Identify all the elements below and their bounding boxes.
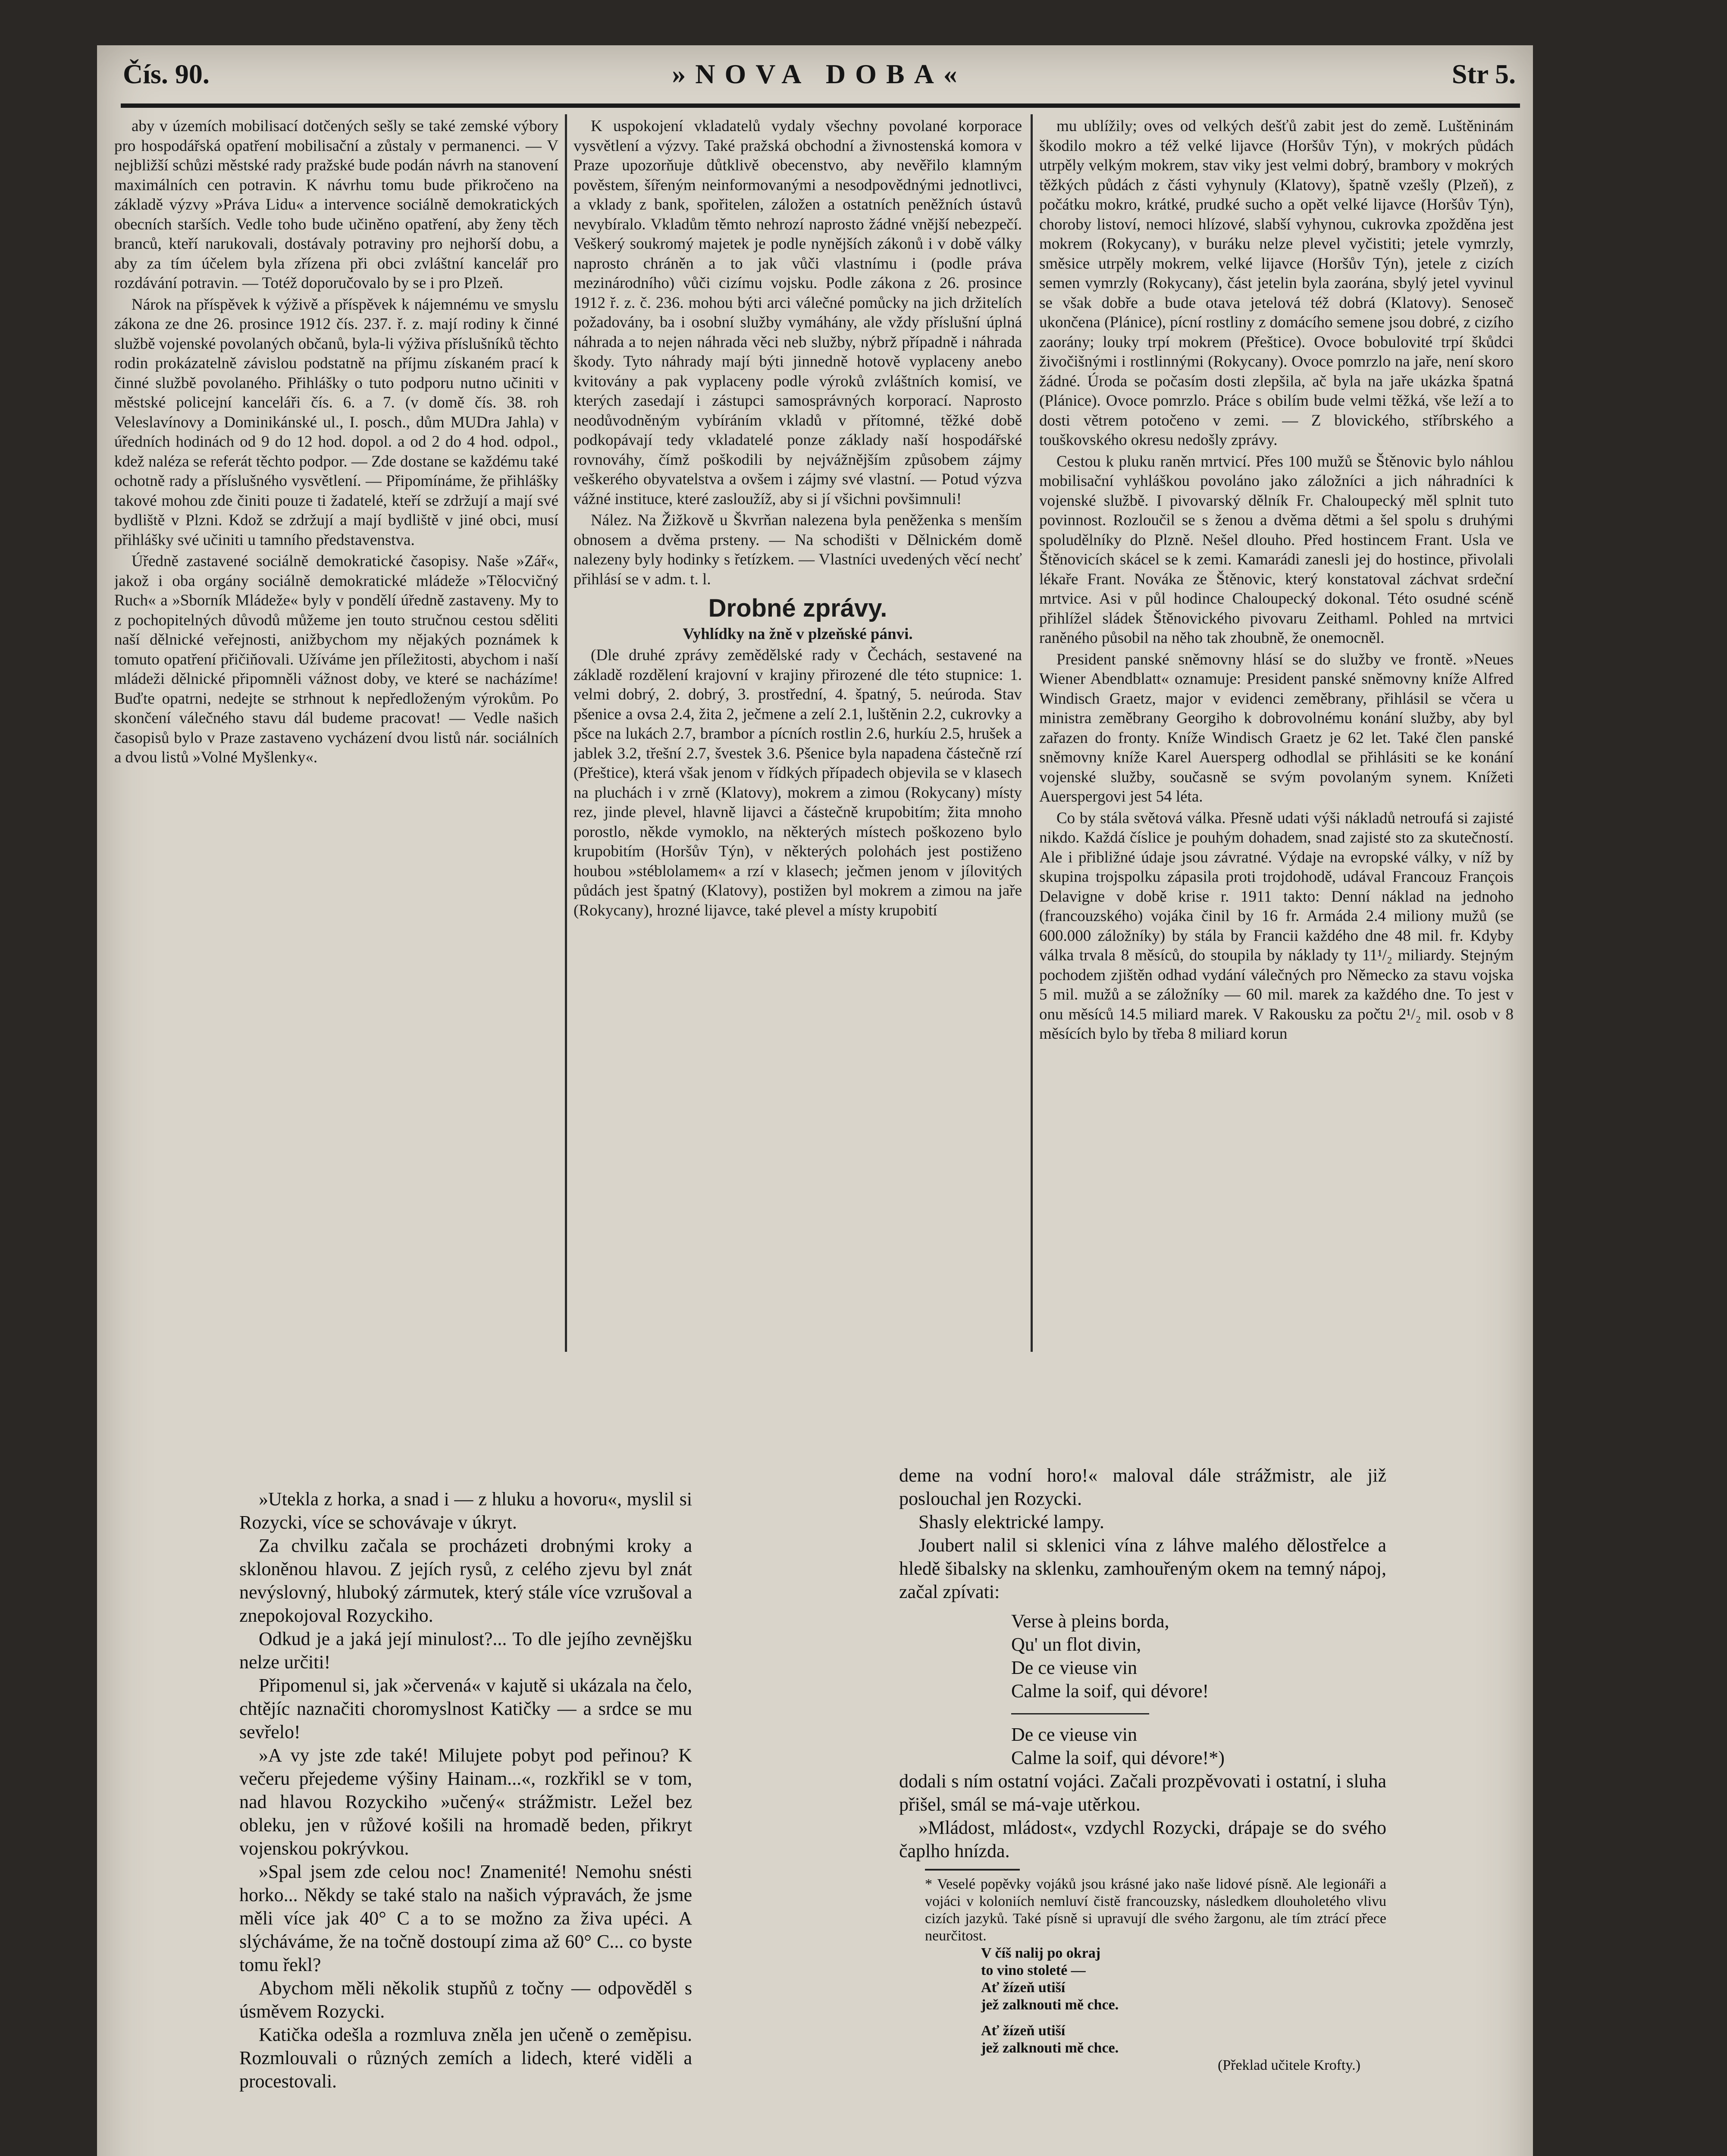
- story-paragraph: dodali s ním ostatní vojáci. Začali prozpěvovati i ostatní, i sluha přišel, smál se má-vaje utěrkou.: [899, 1771, 1386, 1815]
- footnote-rule: [925, 1869, 1020, 1871]
- verse-line: De ce vieuse vin: [1011, 1724, 1137, 1745]
- story-paragraph: »Utekla z horka, a snad i — z hluku a hovoru«, myslil si Rozycki, více se schovávaje v úkryt.: [239, 1489, 692, 1533]
- article-headline: Vyhlídky na žně v plzeňské pánvi.: [683, 625, 913, 643]
- story-paragraph: deme na vodní horo!« maloval dále strážmistr, ale již poslouchal jen Rozycki.: [899, 1465, 1386, 1509]
- verse-line: Qu' un flot divin,: [1011, 1634, 1141, 1655]
- verse-line: Verse à pleins borda,: [1011, 1611, 1169, 1632]
- story-paragraph: Katička odešla a rozmluva zněla jen učeně o zeměpisu. Rozmlouvali o různých zemích a lidech, které viděli a procestovali.: [239, 2024, 692, 2092]
- article-text: Úředně zastavené sociálně demokratické časopisy. Naše »Zář«, jakož i oba orgány sociálně demokratické mládeže »Tělocvičný Ruch« a »Sborník Mládeže« byly v pondělí úředně zastaveny. My to z pochopitelných důvodů můžeme jen touto stručnou cestou sděliti naší dělnické veřejnosti, anižbychom my nějakých poznámek k tomuto opatření přičiňovali. Užíváme jen příležitosti, abychom i naší mládeži dělnické připomněli vážnost doby, ve které se nacházíme! Buďte opatrni, nedejte se strhnout k nepředloženým výrokům. Po skončení válečného stavu dál budeme pracovat! — Vedle našich časopisů bylo v Praze zastaveno vycházení dvou listů nár. sociálních a dvou listů »Volné Myšlenky«.: [114, 552, 558, 766]
- verse-line: De ce vieuse vin: [1011, 1657, 1137, 1678]
- verse-line: Calme la soif, qui dévore!*): [1011, 1747, 1225, 1768]
- section-heading: Drobné zprávy.: [708, 594, 887, 622]
- story-paragraph: Za chvilku začala se procházeti drobnými kroky a skloněnou hlavou. Z jejích rysů, z celého zjevu byl znát nevýslovný, hluboký zármutek, který stále více vzrušoval a znepokojoval Rozyckiho.: [239, 1535, 692, 1626]
- song-verse: [1011, 1610, 1386, 1770]
- verse-line: Ať žízeň utiší: [981, 2023, 1066, 2039]
- story-paragraph: Připomenul si, jak »červená« v kajutě si ukázala na čelo, chtějíc naznačiti choromyslnost Katičky — a srdce se mu sevřelo!: [239, 1675, 692, 1742]
- article-text: President panské sněmovny hlásí se do služby ve frontě. »Neues Wiener Abendblatt« oznamuje: President panské sněmovny kníže Alfred Windisch Graetz, major v evidenci zeměbrany, přihlásil se včera u ministra zeměbrany Georgiho k dobrovolnému konání služby, aby byl zařazen do fronty. Kníže Windisch Graetz je 62 let. Také člen panské sněmovny kníže Karel Auersperg odhodlal se přihlásiti se ke konání vojenské služby, současně se svým povolaným synem. Knížeti Auerspergovi jest 54 léta.: [1039, 650, 1514, 805]
- verse-line: Calme la soif, qui dévore!: [1011, 1680, 1209, 1702]
- story-paragraph: »Spal jsem zde celou noc! Znamenité! Nemohu snésti horko... Někdy se také stalo na našich výpravách, že jsme měli více jak 40° C a to se možno za živa upéci. A slýcháváme, že na točně dostoupí zima až 60° C... co byste tomu řekl?: [239, 1861, 692, 1975]
- footnote: [899, 1869, 1386, 2074]
- story-paragraph: Joubert nalil si sklenici vína z láhve malého dělostřelce a hledě šibalsky na sklenku, zamhouřeným okem na temný nápoj, začal zpívati:: [899, 1535, 1386, 1602]
- masthead-title: »NOVA DOBA«: [672, 59, 967, 89]
- article-text: Cestou k pluku raněn mrtvicí. Přes 100 mužů se Štěnovic bylo náhlou mobilisační vyhláškou povoláno jako záložníci a jich náhradníci k vojenské službě. I pivovarský dělník Fr. Chaloupecký měl splnit tuto povinnost. Rozloučil se s ženou a dvěma dětmi a šel spolu s druhými spoludělníky do Plzně. Nešel dlouho. Před hostincem Frant. Usla ve Štěnovicích skácel se k zemi. Kamarádi zanesli jej do hostince, přivolali lékaře Frant. Nováka ze Štěnovic, který konstatoval záchvat srdeční mrtvice. Asi v půl hodince Chaloupecký dokonal. Této osudné scéně přihlížel sládek Štěnovického pivovaru Zeithaml. Pohled na mrtvici raněného působil na něho tak zhoubně, že onemocněl.: [1039, 452, 1514, 647]
- newspaper-page: [97, 45, 1533, 2156]
- verse-line: to vino stoleté —: [981, 1962, 1086, 1978]
- verse-line: jež zalknouti mě chce.: [981, 1997, 1119, 2013]
- article-text: K uspokojení vkladatelů vydaly všechny povolané korporace vysvětlení a výzvy. Také pražská obchodní a živnostenská komora v Praze upozorňuje důtklivě obecenstvo, aby nevěřilo klamným pověstem, šířeným neinformovanými a nesodpovědnými jednotlivci, a vklady z bank, spořitelen, záložen a ostatních peněžních ústavů nevybíralo. Vkladům těmto nehrozí naprosto žádné vnější nebezpečí. Veškerý soukromý majetek je podle nynějších zákonů i v době války naprosto chráněn a to jak vůči vlastnímu i (podle práva mezinárodního) vůči cizímu vojsku. Podle zákona z 26. prosince 1912 ř. z. č. 236. mohou býti arci válečné pomůcky na jich držitelích požadovány, ba i osobní služby vymáhány, ale vždy příslušní úplná náhrada a to nejen náhrada věci neb služby, nýbrž případně i náhrada škody. Tyto náhrady mají býti jinnedně hotově vyplaceny anebo kvitovány a pak vyplaceny podle výroků zvláštních komisí, ve kterých zasedají i zástupci samosprávných korporací. Naprosto neodůvodněným vybíráním vkladů v přítomné, těžké době podkopávají tedy vkladatelé ponze základy naší hospodářské rovnováhy, čímž poškodili by nejvážnějším způsobem zájmy veškerého obyvatelstva a ovšem i zájmy své vlastní. — Potud výzva vážné instituce, které zasloužíž, aby si jí všichni povšimnuli!: [574, 117, 1022, 508]
- issue-number: Čís. 90.: [123, 59, 210, 89]
- verse-line: V číš nalij po okraj: [981, 1945, 1101, 1961]
- article-text: (Dle druhé zprávy zemědělské rady v Čechách, sestavené na základě rozdělení krajovní v krajiny přirozené dle této stupnice: 1. velmi dobrý, 2. dobrý, 3. prostřední, 4. špatný, 5. neúroda. Stav pšenice a ovsa 2.4, žita 2, ječmene a zelí 2.1, luštěnin 2.2, cukrovky a pšce na lukách 2.7, brambor a pícních rostlin 2.6, hurkíu 2.5, hrušek a jablek 3.2, třešní 2.7, švestek 3.6. Pšenice byla napadena částečně rzí (Přeštice), která však jenom v řídkých případech objevila se v klasech na pluchách i v zrně (Klatovy), mokrem a zimou (Rokycany) místy rez, jinde plevel, hlavně lijavci a částečně krupobitím; žita mnoho porostlo, někde vymoklo, na některých místech poškozeno bylo krupobitím (Horšův Týn), v některých polohách jest postiženo houbou »stéblolamem« a rzí v klasech; ječmen jenom v jílovitých půdách jest špatný (Klatovy), postižen byl mokrem a zimou na jaře (Rokycany), hrozné lijavce, také plevel a místy krupobití: [574, 646, 1022, 919]
- story-paragraph: »A vy jste zde také! Milujete pobyt pod peřinou? K večeru přejedeme výšiny Hainam...«, rozkřikl se v tom, nad hlavou Rozyckiho »učený« strážmistr. Ležel bez obleku, jen v růžové košili na hromadě beden, přikryt vojenskou pokrývkou.: [239, 1745, 692, 1859]
- article-text: Nárok na příspěvek k výživě a příspěvek k nájemnému ve smyslu zákona ze dne 26. prosince 1912 čís. 237. ř. z. mají rodiny k činné službě vojenské povolaných občanů, byla-li výživa příslušníků těchto rodin prokázatelně závislou podstatně na příjmu získaném prací k činné službě povolaného. Přihlášky o tuto podporu nutno učiniti v městské policejní kanceláři čís. 6. a 7. (v domě čís. 38. roh Veleslavínovy a Dominikánské ul., I. posch., dům MUDra Jahla) v úředních hodinách od 9 do 12 hod. dopol. a od 2 do 4 hod. odpol., kdež naléza se referát těchto podpor. — Zde dostane se každému také ochotně rady a příslušného vysvětlení. — Připomínáme, že přihlášky takové mohou zde činiti pouze ti žadatelé, kteří se zdržují a mají své bydliště v Plzni. Kdož se zdržují a mají bydliště v jiné obci, musí přihlášky své učiniti u tamního představenstva.: [114, 295, 558, 549]
- verse-line: Ať žízeň utiší: [981, 1980, 1066, 1996]
- column-divider: [565, 114, 567, 1352]
- page-header: [123, 54, 1516, 101]
- column-divider: [1031, 114, 1033, 1352]
- translation-credit: (Překlad učitele Krofty.): [1217, 2057, 1360, 2073]
- header-rule: [121, 103, 1520, 108]
- verse-line: jež zalknouti mě chce.: [981, 2040, 1119, 2056]
- column-1: [114, 116, 558, 1367]
- column-3: [1039, 116, 1514, 1358]
- column-2: [574, 116, 1022, 1354]
- serial-story-left: [239, 1488, 692, 2156]
- serial-story-right: [899, 1464, 1386, 2156]
- article-text: Co by stála světová válka. Přesně udati výši nákladů netroufá si zajisté nikdo. Každá číslice je pouhým dohadem, snad zajisté sto za skutečností. Ale i přibližné údaje jsou závratné. Výdaje na evropské války, v níž by skupina trojspolku zápasila proti trojdohodě, udával Francouz François Delavigne v době krise r. 1911 takto: Denní náklad na jednoho (francouzského) vojáka činil by 16 fr. Armáda 2.4 miliony mužů (se 600.000 záložníky) by stála by Francii každého dne 48 mil. fr. Kdyby válka trvala 8 měsíců, do stoupila by náklady ty 11¹/₂ miliardy. Stejným pochodem zjištěn odhad vydání válečných pro Německo za stavu vojska 5 mil. mužů a se záložníky — 60 mil. marek za každého dne. To jest v onu měsíců 14.5 miliard marek. V Rakousku za počtu 2¹/₂ mil. osob v 8 měsících bylo by třeba 8 miliard korun: [1039, 809, 1514, 1043]
- story-paragraph: »Mládost, mládost«, vzdychl Rozycki, drápaje se do svého čaplho hnízda.: [899, 1817, 1386, 1861]
- story-paragraph: Shasly elektrické lampy.: [918, 1511, 1104, 1532]
- article-text: mu ublížily; oves od velkých dešťů zabit jest do země. Luštěninám škodilo mokro a též velké lijavce (Horšův Týn), v mokrých půdách utrpěly velkým mokrem, stav viky jest velmi dobrý, brambory v mokrých těžkých půdách z části vyhynuly (Klatovy), špatně vzešly (Plzeň), z počátku mokro, krátké, prudké sucho a opět velké lijavce (Horšův Týn), choroby listoví, nemoci hlízové, slabší vyhynou, cukrovka zpožděna jest mokrem (Rokycany), v buráku nelze plevel vyčistiti; jetele vymrzly, směsice utrpěly mokrem, velké lijavce (Horšův Týn), jetele z cizích semen vymrzly (Rokycany), část jetelin byla zaorána, sbylý jetel vyvinul se však dobře a bude otava jetelová též dobrá (Klatovy). Senoseč ukončena (Plánice), pícní rostliny z domácího semene jsou dobré, z cizího zaorány; louky trpí mokrem (Přeštice). Ovoce bobulovité trpí škůdci živočišnými i rostlinnými (Rokycany). Ovoce pomrzlo na jaře, není skoro žádné. Úroda se počasím dosti zlepšila, ač byla na jaře ukázka špatná (Plánice). Ovoce pomrzlo. Práce s obilím bude velmi těžká, vše leží a to dosti větrem potočeno v zemi. — Z blovického, stříbrského a touškovského okresu nedošly zprávy.: [1039, 117, 1514, 449]
- page-number: Str 5.: [1451, 59, 1516, 89]
- verse-divider: [1011, 1703, 1149, 1714]
- article-text: Nález. Na Žižkově u Škvrňan nalezena byla peněženka s menším obnosem a dvěma prsteny. — Na schodišti v Dělnickém domě nalezeny byly hodinky s řetízkem. — Vlastníci uvedených věcí nechť přihlásí se v adm. t. l.: [574, 511, 1022, 588]
- story-paragraph: Odkud je a jaká její minulost?... To dle jejího zevnějšku nelze určiti!: [239, 1628, 692, 1673]
- footnote-text: * Veselé popěvky vojáků jsou krásné jako naše lidové písně. Ale legionáři a vojáci v koloniích nemluví čistě francouzsky, následkem dlouholetého vlivu cizích jazyků. Také písně si upravují dle svého žargonu, ale tím ztrácí přece neurčitost.: [925, 1876, 1386, 1944]
- article-text: aby v územích mobilisací dotčených sešly se také zemské výbory pro hospodářská opatření mobilisační a zůstaly v permanenci. — V nejbližší schůzi městské rady pražské bude podán návrh na stanovení maximálních cen potravin. K návrhu tomu bude přikročeno na základě výzvy »Práva Lidu« a intervence sociálně demokratických obecních starších. Vedle toho bude učiněno opatření, aby ženy těch branců, kteří narukovali, dostávaly potraviny pro nejhorší dobu, a aby za tím účelem byla zřízena při obci zvláštní kancelář pro rozdávání potravin. — Totéž doporučovalo by se i pro Plzeň.: [114, 117, 558, 292]
- story-paragraph: Abychom měli několik stupňů z točny — odpověděl s úsměvem Rozycki.: [239, 1977, 692, 2022]
